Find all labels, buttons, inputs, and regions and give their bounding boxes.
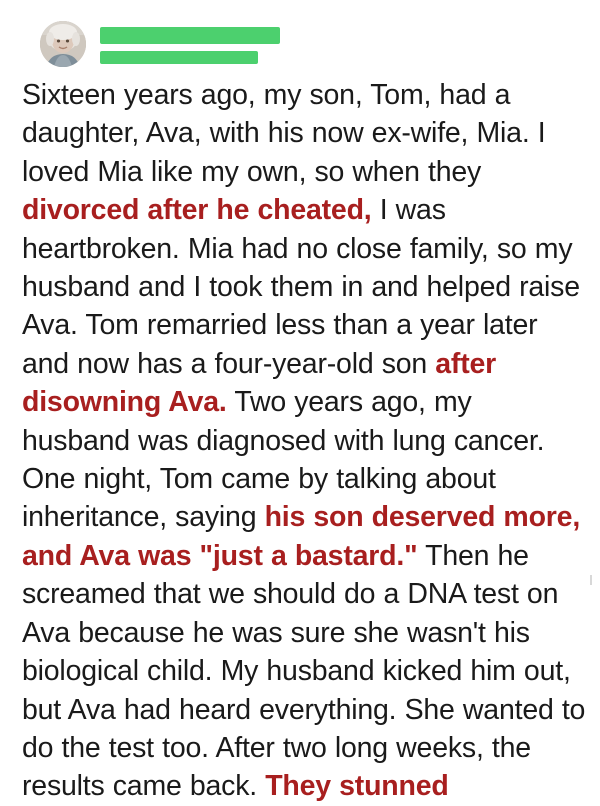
author-name-block	[100, 25, 280, 64]
author-subtitle-redacted	[100, 51, 258, 64]
body-text-run: I was heartbroken. Mia had no close family, so my husband and I took them in and helped raise Ava. Tom remarried less than a year later and now has a four-year-old son	[22, 194, 580, 380]
body-text-run: Then he screamed that we should do a DNA test on Ava because he was sure she wasn't his biological child. My husband kicked him out, but Ava had heard everything. She wanted to do the test too. After two long weeks, the results came back.	[22, 539, 586, 803]
body-text-run: Two years ago, my husband was diagnosed with lung cancer. One night, Tom came by talking about inheritance, saying	[22, 386, 545, 534]
scroll-indicator	[590, 575, 592, 585]
avatar-photo	[40, 21, 86, 67]
avatar[interactable]	[40, 21, 86, 67]
highlighted-text: divorced after he cheated,	[22, 194, 372, 227]
author-name-redacted	[100, 27, 280, 44]
highlighted-text: after disowning Ava.	[22, 347, 497, 419]
post-body	[0, 62, 600, 806]
highlighted-text: his son deserved more, and Ava was "just a bastard."	[22, 501, 581, 572]
body-text-run: Sixteen years ago, my son, Tom, had a daughter, Ava, with his now ex-wife, Mia. I loved Mia like my own, so when they	[22, 79, 546, 188]
post-header	[0, 0, 600, 62]
highlighted-text: They stunned	[265, 770, 449, 803]
